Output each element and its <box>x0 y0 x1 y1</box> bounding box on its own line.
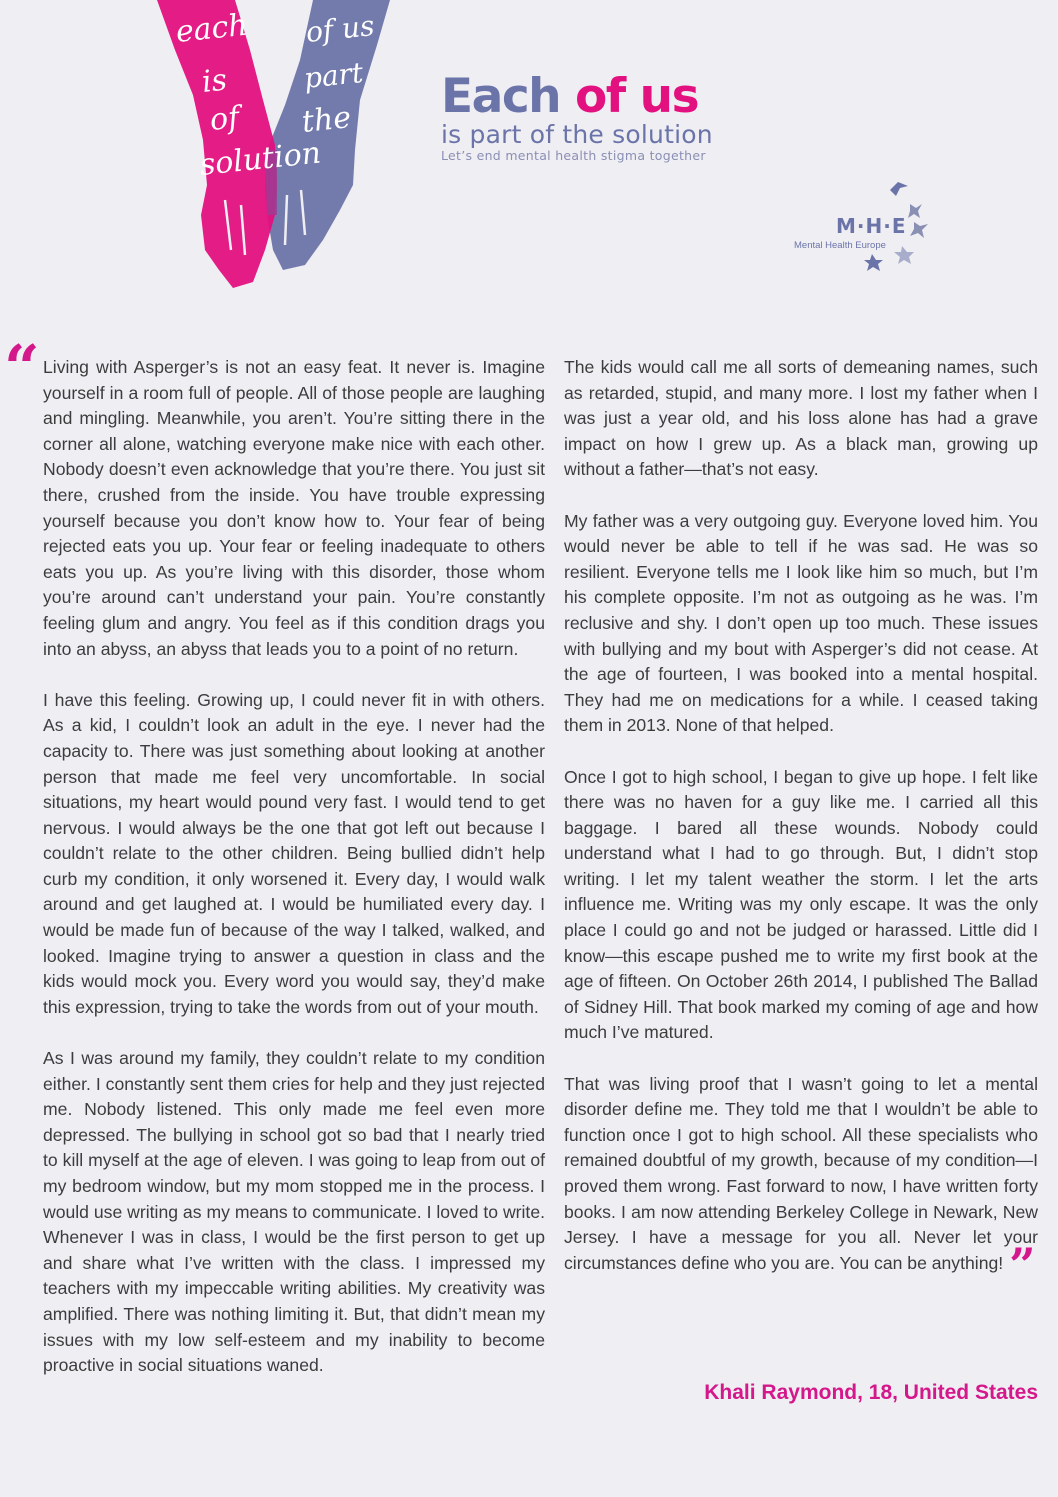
title-each: Each <box>441 69 576 124</box>
article-paragraph: Once I got to high school, I began to give up hope. I felt like there was no haven for a guy like me. I carried all this baggage. I bared all these wounds. Nobody could understand what I had to go through. But, I didn’t stop writing. I let my talent weather the storm. I let the arts influence me. Writing was my only escape. It was the only place I could go and not be judged or harassed. Little did I know—this escape pushed me to write my first book at the age of fifteen. On October 26th 2014, I published The Ballad of Sidney Hill. That book marked my coming of age and how much I’ve matured. <box>564 766 1038 1043</box>
open-quote-mark: “ <box>4 331 40 404</box>
campaign-title-block <box>441 69 751 164</box>
article-paragraph: As I was around my family, they couldn’t relate to my condition either. I constantly sent them cries for help and they just rejected me. Nobody listened. This only made me feel even more depressed. The bullying in school got so bad that I nearly tried to kill myself at the age of eleven. I was going to leap from out of my bedroom window, but my mom stopped me in the process. I would use writing as my means to communicate. I loved to write. Whenever I was in class, I would be the first person to get up and share what I’ve written with the class. I impressed my teachers with my impeccable writing abilities. My creativity was amplified. There was nothing limiting it. But, that didn’t mean my issues with my low self-esteem and my inability to become proactive in social situations waned. <box>43 1048 545 1376</box>
hands-word-solution: solution <box>198 135 323 183</box>
hands-word-part: part <box>302 55 365 95</box>
article-paragraph-last <box>564 1072 1038 1292</box>
hands-illustration <box>155 0 390 290</box>
close-quote-mark: ” <box>1009 1237 1036 1292</box>
title-of-us: of us <box>575 69 699 124</box>
hands-word-the: the <box>300 100 353 140</box>
hands-word-of-us: of us <box>304 8 376 49</box>
article-paragraph: My father was a very outgoing guy. Everyone loved him. You would never be able to tell if he was sad. He was so resilient. Everyone tells me I look like him so much, but I’m his complete opposite. I’m not as outgoing as he was. I’m reclusive and shy. I don’t open up too much. These issues with bullying and my bout with Asperger’s did not cease. At the age of fourteen, I was booked into a mental hospital. They had me on medications for a while. I ceased taking them in 2013. None of that helped. <box>564 510 1038 736</box>
mhe-logo-name: Mental Health Europe <box>794 240 886 251</box>
campaign-tagline: Let’s end mental health stigma together <box>441 148 706 163</box>
hands-word-of: of <box>208 100 241 138</box>
campaign-title <box>441 69 751 124</box>
article-paragraph: The kids would call me all sorts of demeaning names, such as retarded, stupid, and many more. I lost my father when I was just a year old, and his loss alone has had a grave impact on how I grew up. As a black man, growing up without a father—that’s not easy. <box>564 357 1038 480</box>
mhe-logo <box>790 178 940 278</box>
campaign-subtitle: is part of the solution <box>441 120 713 149</box>
hands-word-each: each <box>174 7 250 50</box>
hands-word-is: is <box>200 62 229 100</box>
mhe-logo-letters: M·H·E <box>836 214 907 238</box>
article-paragraph: I have this feeling. Growing up, I could never fit in with others. As a kid, I couldn’t look an adult in the eye. I never had the capacity to. There was just something about looking at another person that made me feel very uncomfortable. In social situations, my heart would pound very fast. I would tend to get nervous. I would always be the one that got left out because I couldn’t relate to the other children. Being bullied didn’t help curb my condition, it only worsened it. Every day, I would walk around and get laughed at. I would be humiliated every day. I would be made fun of because of the way I talked, walked, and looked. Imagine trying to answer a question in class and the kids would mock you. Every word you would say, they’d make this expression, trying to take the words from out of your mouth. <box>43 689 545 1017</box>
article-paragraph: Living with Asperger’s is not an easy feat. It never is. Imagine yourself in a room full of people. All of those people are laughing and mingling. Meanwhile, you aren’t. You’re sitting there in the corner all alone, watching everyone make nice with each other. Nobody doesn’t even acknowledge that you’re there. You just sit there, crushed from the inside. You have trouble expressing yourself because you don’t know how to. Your fear of being rejected eats you up. Your fear or feeling inadequate to others eats you up. As you’re living with this disorder, those whom you’re around can’t understand your pain. You’re constantly feeling glum and angry. You feel as if this condition drags you into an abyss, an abyss that leads you to a point of no return. <box>43 357 545 659</box>
author-byline: Khali Raymond, 18, United States <box>704 1381 1038 1404</box>
article-paragraph-text: That was living proof that I wasn’t going to let a mental disorder define me. They told me that I wouldn’t be able to function once I got to high school. All these specialists who remained doubtful of my growth, because of my condition—I proved them wrong. Fast forward to now, I have written forty books. I am now attending Berkeley College in Newark, New Jersey. I have a message for you all. Never let your circumstances define who you are. You can be anything! <box>564 1073 1038 1273</box>
article-left-column <box>43 355 545 1404</box>
article-right-column <box>564 355 1038 1310</box>
